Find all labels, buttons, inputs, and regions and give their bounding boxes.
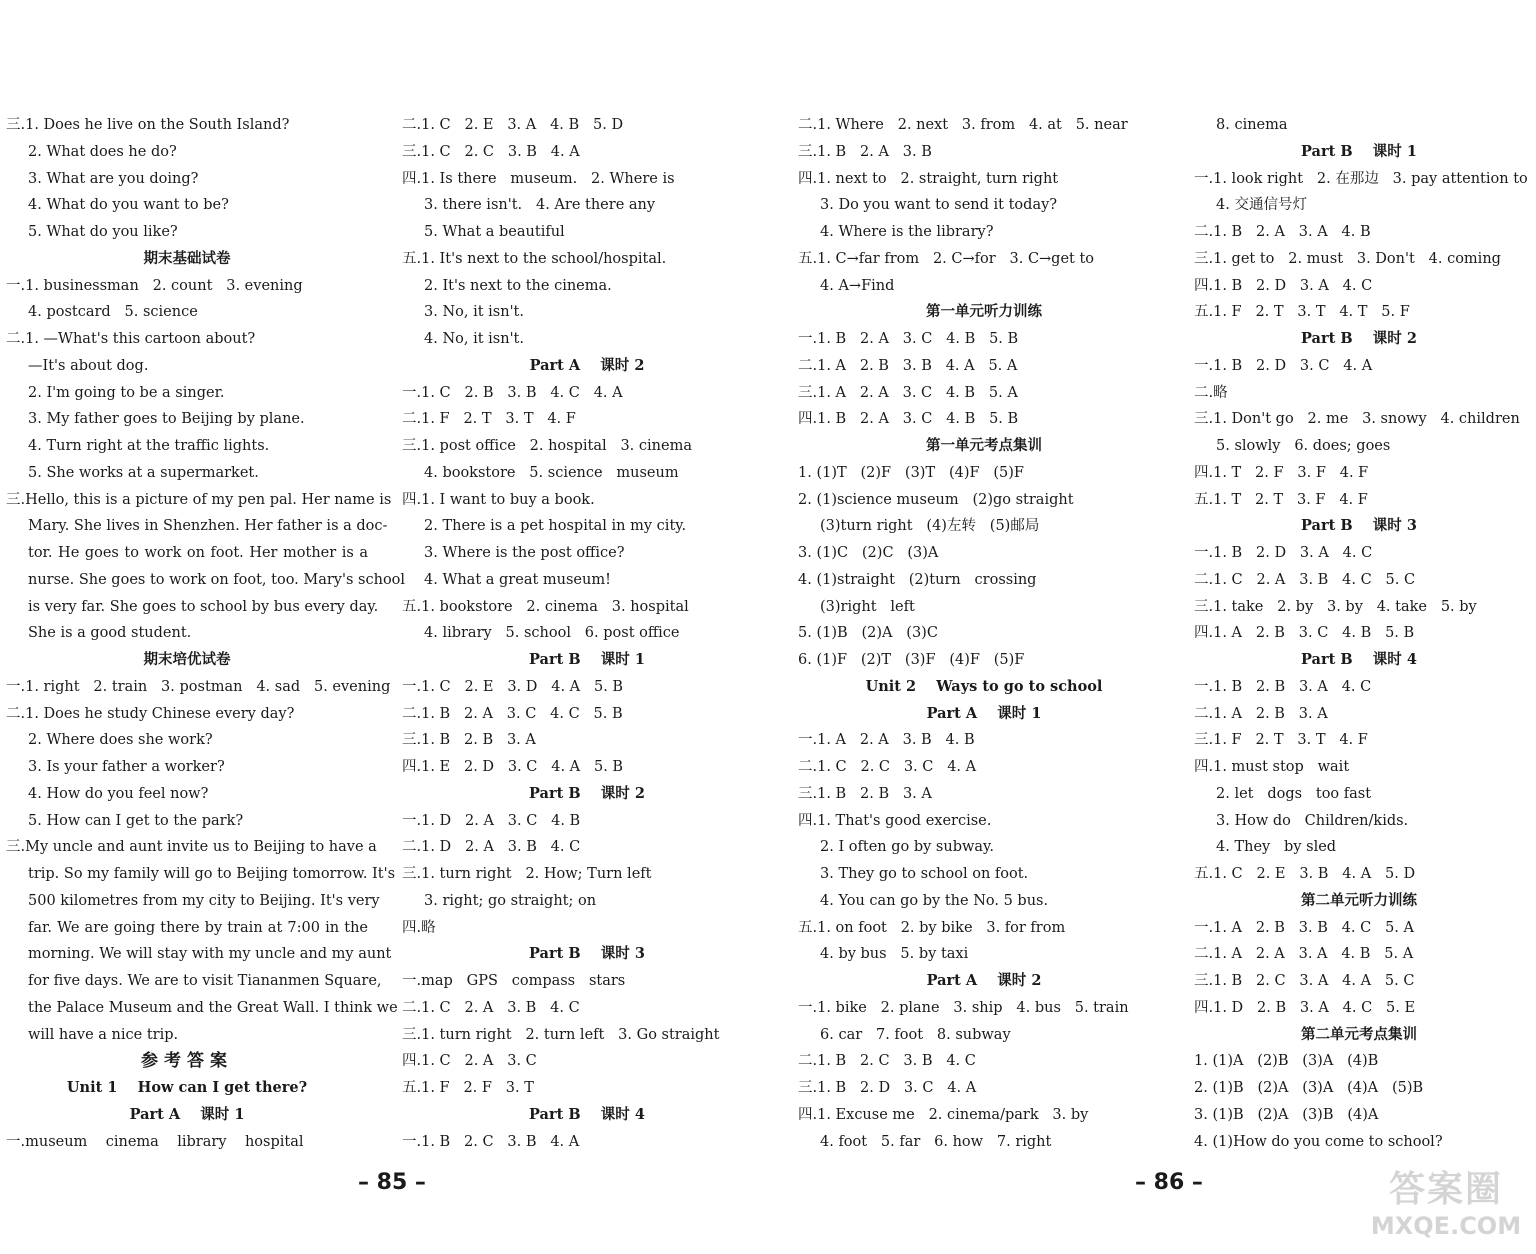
answer-line: morning. We will stay with my uncle and my aunt [28, 946, 392, 963]
answer-line: 三.1. B 2. C 3. A 4. A 5. C [1194, 973, 1415, 989]
answer-line: 3. No, it isn't. [424, 304, 524, 321]
answer-line: nurse. She goes to work on foot, too. Mary's school [28, 571, 406, 588]
answer-line: 一.1. A 2. B 3. B 4. C 5. A [1194, 919, 1414, 936]
page-number-right: – 86 – [1135, 1170, 1203, 1195]
answer-line: 三.1. B 2. B 3. A [798, 785, 932, 802]
answer-line: 四.1. C 2. A 3. C [402, 1053, 537, 1070]
answer-line: 4. bookstore 5. science museum [424, 464, 679, 481]
section-heading: Part B 课时 1 [1301, 142, 1417, 160]
answer-line: 三.1. turn right 2. How; Turn left [402, 866, 652, 882]
answer-line: 2. What does he do? [28, 143, 177, 160]
answer-line: 一.1. B 2. D 3. A 4. C [1194, 545, 1373, 561]
answer-column-1 [6, 112, 406, 1155]
answer-line: 3. (1)B (2)A (3)B (4)A [1194, 1106, 1379, 1123]
answer-line: 6. car 7. foot 8. subway [820, 1026, 1011, 1043]
section-heading: Part A 课时 1 [129, 1105, 245, 1123]
answer-line: 4. foot 5. far 6. how 7. right [820, 1133, 1052, 1150]
answer-line: 5. What a beautiful [424, 224, 565, 240]
answer-line: 一.1. B 2. B 3. A 4. C [1194, 678, 1372, 695]
answer-line: 二.1. A 2. A 3. A 4. B 5. A [1194, 946, 1414, 963]
section-heading: Part B 课时 2 [1301, 330, 1417, 347]
answer-line: (3)right left [820, 598, 915, 615]
answer-line: 2. (1)B (2)A (3)A (4)A (5)B [1194, 1080, 1424, 1096]
answer-line: 3. Do you want to send it today? [820, 197, 1058, 214]
answer-line: 三.1. post office 2. hospital 3. cinema [402, 438, 692, 454]
answer-line: 四.1. I want to buy a book. [402, 491, 595, 508]
answer-line: 三.1. B 2. B 3. A [402, 732, 536, 749]
answer-line: 8. cinema [1216, 117, 1288, 133]
answer-line: 四.1. T 2. F 3. F 4. F [1194, 464, 1369, 481]
answer-line: 4. No, it isn't. [424, 331, 524, 347]
answer-line: 二.1. B 2. C 3. B 4. C [798, 1053, 976, 1070]
answer-line: 五.1. on foot 2. by bike 3. for from [798, 919, 1066, 936]
answer-line: 2. let dogs too fast [1216, 785, 1372, 802]
answer-line: 二.略 [1194, 384, 1228, 401]
answer-line: 500 kilometres from my city to Beijing. It's very [28, 892, 380, 909]
answer-line: 四.1. A 2. B 3. C 4. B 5. B [1194, 625, 1415, 642]
answer-line: tor. He goes to work on foot. Her mother is a [28, 545, 368, 561]
section-heading: Unit 2 Ways to go to school [865, 677, 1103, 695]
answer-line: 四.1. Excuse me 2. cinema/park 3. by [798, 1106, 1089, 1123]
answer-line: 3. Where is the post office? [424, 545, 625, 561]
watermark-logo [1366, 1168, 1526, 1246]
answer-line: 4. library 5. school 6. post office [424, 625, 680, 642]
answer-line: 4. You can go by the No. 5 bus. [820, 892, 1049, 909]
answer-line: 1. (1)A (2)B (3)A (4)B [1194, 1053, 1379, 1070]
answer-line: for five days. We are to visit Tiananmen Square, [28, 973, 382, 989]
answer-line: 五.1. bookstore 2. cinema 3. hospital [402, 598, 689, 615]
section-heading: 第二单元考点集训 [1301, 1025, 1417, 1043]
answer-line: 三.1. get to 2. must 3. Don't 4. coming [1194, 250, 1501, 267]
answer-line: 2. There is a pet hospital in my city. [424, 518, 687, 535]
answer-line: 一.1. B 2. D 3. C 4. A [1194, 357, 1373, 374]
answer-line: 一.1. businessman 2. count 3. evening [6, 277, 303, 294]
answer-line: 二.1. Does he study Chinese every day? [6, 705, 295, 722]
answer-line: 二.1. B 2. A 3. A 4. B [1194, 224, 1371, 240]
answer-line: 4. How do you feel now? [28, 785, 209, 802]
answer-line: is very far. She goes to school by bus every day. [28, 598, 379, 615]
section-heading: Part A 课时 1 [926, 704, 1042, 722]
answer-line: 四.1. E 2. D 3. C 4. A 5. B [402, 759, 624, 775]
answer-line: 6. (1)F (2)T (3)F (4)F (5)F [798, 652, 1025, 668]
answer-line: 三.1. B 2. A 3. B [798, 143, 932, 160]
section-heading: 第一单元考点集训 [926, 437, 1042, 454]
answer-line: 一.1. B 2. C 3. B 4. A [402, 1133, 580, 1150]
answer-line: 3. What are you doing? [28, 170, 199, 187]
answer-line: Mary. She lives in Shenzhen. Her father is a doc- [28, 518, 388, 535]
page-number-left: – 85 – [358, 1170, 426, 1195]
answer-line: 4. What do you want to be? [28, 197, 229, 214]
answer-line: 一.1. C 2. B 3. B 4. C 4. A [402, 384, 623, 401]
answer-line: 一.1. D 2. A 3. C 4. B [402, 812, 581, 829]
section-heading: 第一单元听力训练 [926, 303, 1042, 321]
answer-line: 二.1. C 2. A 3. B 4. C [402, 999, 580, 1016]
answer-line: 四.1. That's good exercise. [798, 812, 992, 829]
watermark-logo-text: 答案圈 [1388, 1169, 1503, 1210]
section-heading: 期末培优试卷 [143, 651, 231, 668]
answer-line: She is a good student. [28, 625, 192, 642]
answer-line: 3. (1)C (2)C (3)A [798, 545, 939, 561]
answer-line: 二.1. A 2. B 3. A [1194, 705, 1328, 722]
answer-line: 一.map GPS compass stars [402, 973, 626, 989]
answer-line: 四.1. D 2. B 3. A 4. C 5. E [1194, 999, 1416, 1016]
section-heading: Part B 课时 1 [529, 651, 645, 668]
section-heading: Part A 课时 2 [529, 356, 645, 374]
answer-line: 4. They by sled [1216, 839, 1337, 856]
answer-line: 5. She works at a supermarket. [28, 464, 259, 481]
answer-line: 5. (1)B (2)A (3)C [798, 625, 938, 642]
answer-line: 三.1. B 2. D 3. C 4. A [798, 1080, 977, 1096]
answer-line: 4. by bus 5. by taxi [820, 946, 969, 963]
answer-line: 4. postcard 5. science [28, 304, 198, 321]
answer-line: far. We are going there by train at 7:00 in the [28, 919, 368, 936]
answer-column-3 [798, 112, 1170, 1155]
answer-line: 三.1. take 2. by 3. by 4. take 5. by [1194, 598, 1477, 615]
answer-line: 二.1. F 2. T 3. T 4. F [402, 411, 576, 428]
answer-line: 五.1. F 2. T 3. T 4. T 5. F [1194, 304, 1410, 321]
answer-line: —It's about dog. [28, 357, 149, 374]
answer-line: 五.1. T 2. T 3. F 4. F [1194, 491, 1368, 508]
section-heading: 第二单元听力训练 [1301, 891, 1417, 909]
answer-line: 二.1. B 2. A 3. C 4. C 5. B [402, 705, 623, 722]
answer-line: 4. (1)How do you come to school? [1194, 1133, 1443, 1150]
watermark-url: MXQE.COM [1370, 1212, 1522, 1240]
answer-line: 4. Where is the library? [820, 224, 994, 240]
answer-line: 4. 交通信号灯 [1216, 197, 1307, 214]
section-heading: Part B 课时 2 [529, 784, 645, 802]
answer-line: 4. Turn right at the traffic lights. [28, 438, 270, 454]
answer-line: trip. So my family will go to Beijing tomorrow. It's [28, 866, 396, 882]
answer-line: 2. I often go by subway. [820, 839, 994, 856]
answer-line: 2. I'm going to be a singer. [28, 384, 225, 401]
answer-column-4 [1194, 112, 1528, 1155]
section-heading: Part B 课时 3 [529, 945, 645, 963]
answer-line: 三.1. F 2. T 3. T 4. F [1194, 732, 1368, 749]
answer-line: the Palace Museum and the Great Wall. I think we [28, 999, 398, 1016]
answer-line: 四.1. B 2. A 3. C 4. B 5. B [798, 411, 1019, 428]
answer-line: 2. (1)science museum (2)go straight [798, 491, 1074, 508]
answer-line: 三.Hello, this is a picture of my pen pal. Her name is [6, 491, 392, 508]
answer-line: 一.museum cinema library hospital [6, 1133, 304, 1150]
answer-line: 2. Where does she work? [28, 732, 213, 749]
answer-line: 二.1. C 2. A 3. B 4. C 5. C [1194, 571, 1416, 588]
answer-line: 4. (1)straight (2)turn crossing [798, 571, 1037, 588]
section-heading: 参考答案 [141, 1051, 233, 1072]
answer-line: will have a nice trip. [28, 1026, 179, 1043]
answer-line: 1. (1)T (2)F (3)T (4)F (5)F [798, 464, 1024, 481]
answer-line: 一.1. C 2. E 3. D 4. A 5. B [402, 678, 624, 695]
answer-line: 四.1. next to 2. straight, turn right [798, 170, 1059, 187]
answer-line: 3. Is your father a worker? [28, 759, 225, 775]
answer-line: 二.1. C 2. E 3. A 4. B 5. D [402, 117, 624, 133]
answer-line: 2. It's next to the cinema. [424, 277, 612, 294]
answer-line: 5. slowly 6. does; goes [1216, 438, 1391, 454]
answer-line: 3. My father goes to Beijing by plane. [28, 411, 305, 428]
answer-line: 3. How do Children/kids. [1216, 812, 1409, 829]
answer-line: 二.1. Where 2. next 3. from 4. at 5. near [798, 117, 1128, 133]
answer-line: 四.1. B 2. D 3. A 4. C [1194, 277, 1373, 294]
section-heading: Part B 课时 3 [1301, 517, 1417, 535]
answer-line: 一.1. right 2. train 3. postman 4. sad 5. evening [6, 678, 391, 695]
answer-line: 4. What a great museum! [424, 571, 611, 588]
answer-line: 一.1. A 2. A 3. B 4. B [798, 732, 975, 749]
answer-line: 一.1. look right 2. 在那边 3. pay attention to [1194, 170, 1528, 187]
answer-line: 四.1. Is there museum. 2. Where is [402, 170, 675, 187]
answer-line: 三.1. A 2. A 3. C 4. B 5. A [798, 384, 1018, 401]
answer-line: 三.1. Does he live on the South Island? [6, 117, 290, 133]
answer-line: 五.1. It's next to the school/hospital. [402, 250, 667, 267]
answer-line: 3. there isn't. 4. Are there any [424, 197, 656, 214]
answer-line: 3. They go to school on foot. [820, 866, 1029, 882]
answer-line: 5. How can I get to the park? [28, 812, 244, 829]
answer-line: 二.1. D 2. A 3. B 4. C [402, 839, 581, 856]
answer-line: 三.1. turn right 2. turn left 3. Go straight [402, 1026, 720, 1043]
answer-line: 4. A→Find [820, 277, 895, 294]
answer-line: 五.1. C→far from 2. C→for 3. C→get to [798, 250, 1095, 267]
answer-line: 三.1. C 2. C 3. B 4. A [402, 143, 580, 160]
section-heading: Unit 1 How can I get there? [66, 1079, 308, 1096]
answer-line: (3)turn right (4)左转 (5)邮局 [820, 518, 1040, 535]
answer-line: 一.1. B 2. A 3. C 4. B 5. B [798, 331, 1019, 347]
answer-line: 5. What do you like? [28, 224, 178, 240]
answer-line: 四.1. must stop wait [1194, 759, 1350, 775]
answer-line: 二.1. —What's this cartoon about? [6, 331, 256, 347]
section-heading: 期末基础试卷 [143, 249, 231, 267]
section-heading: Part A 课时 2 [926, 972, 1042, 989]
answer-line: 二.1. A 2. B 3. B 4. A 5. A [798, 357, 1018, 374]
answer-line: 3. right; go straight; on [424, 892, 597, 909]
answer-line: 三.1. Don't go 2. me 3. snowy 4. children [1194, 411, 1520, 428]
section-heading: Part B 课时 4 [529, 1105, 645, 1123]
answer-line: 五.1. F 2. F 3. T [402, 1080, 534, 1096]
answer-line: 四.略 [402, 919, 436, 936]
section-heading: Part B 课时 4 [1301, 651, 1417, 668]
answer-column-2 [402, 112, 772, 1155]
answer-line: 一.1. bike 2. plane 3. ship 4. bus 5. train [798, 999, 1129, 1016]
answer-line: 五.1. C 2. E 3. B 4. A 5. D [1194, 866, 1416, 882]
answer-line: 三.My uncle and aunt invite us to Beijing to have a [6, 839, 377, 856]
answer-line: 二.1. C 2. C 3. C 4. A [798, 759, 977, 775]
